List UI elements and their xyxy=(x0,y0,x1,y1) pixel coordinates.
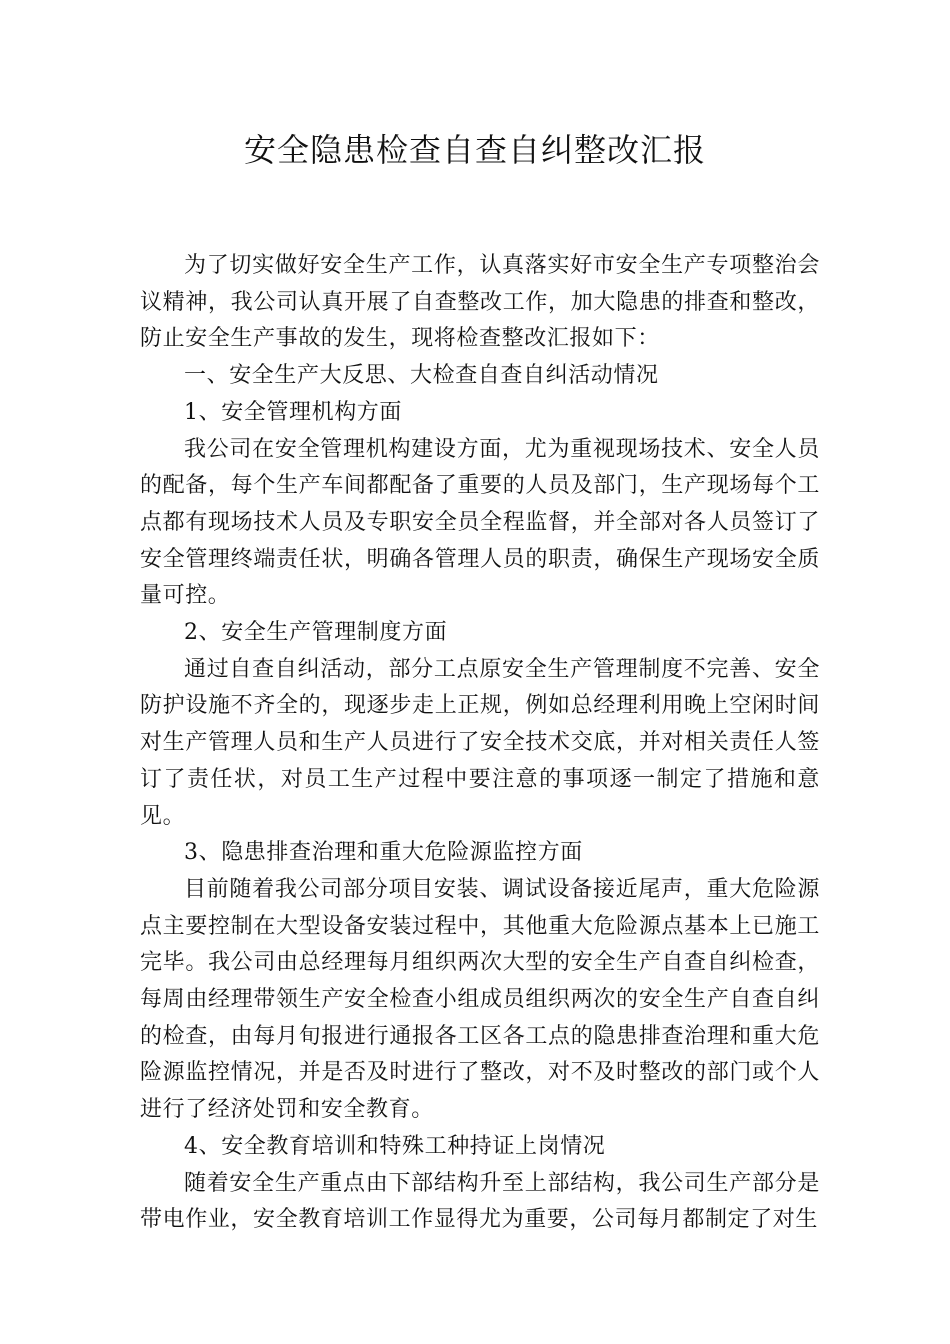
section-heading-1: 一、安全生产大反思、大检查自查自纠活动情况 xyxy=(184,363,659,389)
paragraph-4: 随着安全生产重点由下部结构升至上部结构，我公司生产部分是带电作业，安全教育培训工作显得尤为重要，公司每月都制定了对生 xyxy=(140,1170,820,1233)
paragraph-1: 我公司在安全管理机构建设方面，尤为重视现场技术、安全人员的配备，每个生产车间都配备了重要的人员及部门，生产现场每个工点都有现场技术人员及专职安全员全程监督，并全部对各人员签订了安全管理终端责任状，明确各管理人员的职责，确保生产现场安全质量可控。 xyxy=(140,436,820,609)
intro-paragraph: 为了切实做好安全生产工作，认真落实好市安全生产专项整治会议精神，我公司认真开展了自查整改工作，加大隐患的排查和整改，防止安全生产事故的发生，现将检查整改汇报如下： xyxy=(140,253,820,352)
subheading-4: 4、安全教育培训和特殊工种持证上岗情况 xyxy=(184,1133,606,1159)
document-title: 安全隐患检查自查自纠整改汇报 xyxy=(243,131,706,169)
subheading-1: 1、安全管理机构方面 xyxy=(184,399,402,425)
paragraph-2: 通过自查自纠活动，部分工点原安全生产管理制度不完善、安全防护设施不齐全的，现逐步走上正规，例如总经理利用晚上空闲时间对生产管理人员和生产人员进行了安全技术交底，并对相关责任人签订了责任状，对员工生产过程中要注意的事项逐一制定了措施和意见。 xyxy=(140,656,820,829)
subheading-2: 2、安全生产管理制度方面 xyxy=(184,620,448,646)
subheading-3: 3、隐患排查治理和重大危险源监控方面 xyxy=(184,840,583,866)
paragraph-3: 目前随着我公司部分项目安装、调试设备接近尾声，重大危险源点主要控制在大型设备安装过程中，其他重大危险源点基本上已施工完毕。我公司由总经理每月组织两次大型的安全生产自查自纠检查，每周由经理带领生产安全检查小组成员组织两次的安全生产自查自纠的检查，由每月旬报进行通报各工区各工点的隐患排查治理和重大危险源监控情况，并是否及时进行了整改，对不及时整改的部门或个人进行了经济处罚和安全教育。 xyxy=(140,876,820,1123)
document-body xyxy=(140,248,820,1239)
